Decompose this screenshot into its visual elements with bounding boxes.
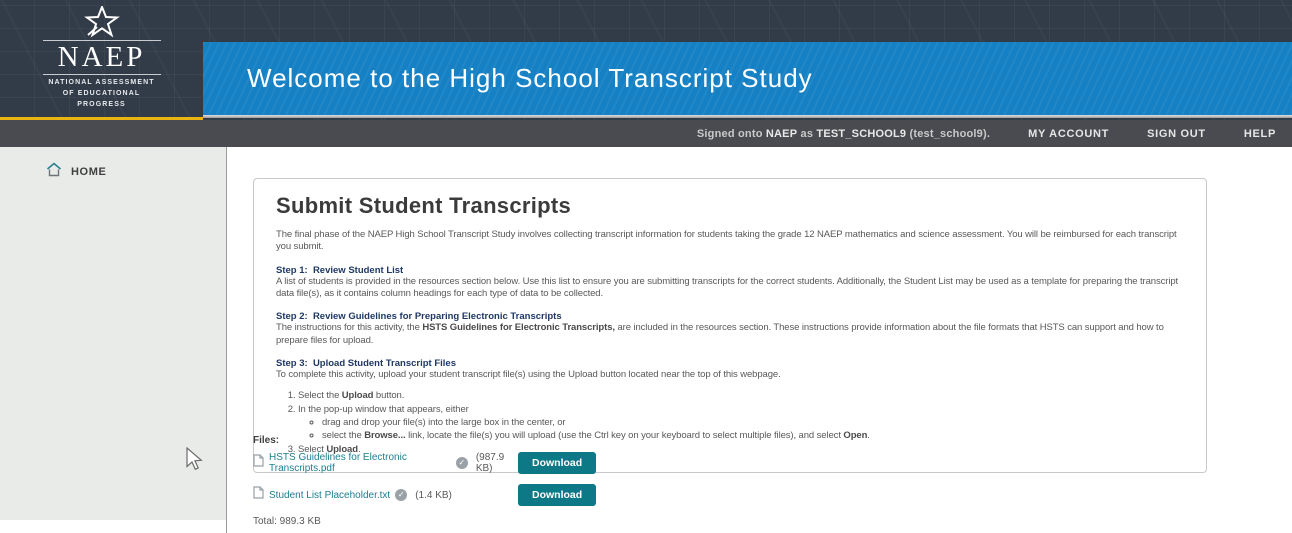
list-item: 2. In the pop-up window that appears, either ◦ drag and drop your file(s) into the large box in the center, or ◦ select the Browse... link, locate the file(s) you will upload (use the Ctrl key on your keyboard to select multiple files), and select Open. xyxy=(298,404,1184,443)
document-icon xyxy=(253,454,264,472)
list-item: 1. Select the Upload button. xyxy=(298,390,1184,403)
step2-body: The instructions for this activity, the HSTS Guidelines for Electronic Transcripts, are included in the resources section. These instructions provide information about the file formats that HSTS can support and how to prepare files for upload. xyxy=(276,322,1164,346)
files-section xyxy=(253,435,1207,527)
banner-underline xyxy=(203,115,1292,118)
files-total: Total: 989.3 KB xyxy=(253,516,321,527)
logo-subtitle-line: OF EDUCATIONAL xyxy=(62,90,141,98)
naep-logo xyxy=(0,0,203,120)
main-content xyxy=(227,147,1292,533)
sign-out-link[interactable]: SIGN OUT xyxy=(1147,127,1206,140)
naep-logo-text: NAEP xyxy=(57,41,146,73)
logo-subtitle-line: NATIONAL ASSESSMENT xyxy=(48,79,155,87)
logo-subtitle-line: PROGRESS xyxy=(77,101,126,109)
page-banner xyxy=(203,42,1292,115)
star-icon xyxy=(0,6,203,38)
banner-title: Welcome to the High School Transcript Study xyxy=(247,63,813,93)
step3-heading: Step 3: Upload Student Transcript Files xyxy=(276,358,456,370)
sidebar xyxy=(0,147,226,520)
file-row xyxy=(253,452,1207,474)
document-icon xyxy=(253,486,264,504)
step2-heading: Step 2: Review Guidelines for Preparing Electronic Transcripts xyxy=(276,311,562,323)
files-label: Files: xyxy=(253,435,280,446)
account-bar xyxy=(0,120,1292,147)
download-button[interactable]: Download xyxy=(518,484,596,506)
page-body xyxy=(0,147,1292,533)
logo-divider xyxy=(43,74,161,75)
list-item: ◦ drag and drop your file(s) into the large box in the center, or xyxy=(322,417,1184,430)
step1-body: A list of students is provided in the resources section below. Use this list to ensure you are submitting transcripts for the correct students. Additionally, the Student List may be used as a template for preparing the transcript data file(s), as it contains column headings for each type of data to be collected. xyxy=(276,275,1179,300)
check-circle-icon: ✓ xyxy=(456,457,468,469)
list-item: 3. Select Upload. xyxy=(298,444,1184,457)
file-link[interactable]: HSTS Guidelines for Electronic Transcripts.pdf xyxy=(269,452,407,474)
help-link[interactable]: HELP xyxy=(1243,127,1276,140)
home-icon xyxy=(46,162,62,182)
file-size: (987.9 KB) xyxy=(475,452,505,474)
file-row xyxy=(253,484,1207,506)
sidebar-item-label: HOME xyxy=(71,166,107,178)
page-title: Submit Student Transcripts xyxy=(276,193,572,218)
list-item: ◦ select the Browse... link, locate the file(s) you will upload (use the Ctrl key on your keyboard to select multiple files), and select Open. xyxy=(322,430,1184,443)
site-header xyxy=(0,0,1292,120)
sidebar-item-home[interactable] xyxy=(0,147,226,182)
file-link[interactable]: Student List Placeholder.txt xyxy=(269,489,391,501)
check-circle-icon: ✓ xyxy=(395,489,407,501)
download-button[interactable]: Download xyxy=(518,452,596,474)
step3-body: To complete this activity, upload your student transcript file(s) using the Upload button located near the top of this webpage. xyxy=(276,369,781,381)
signed-in-status: Signed onto NAEP as TEST_SCHOOL9 (test_school9). xyxy=(696,127,991,140)
intro-paragraph: The final phase of the NAEP High School Transcript Study involves collecting transcript information for students taking the grade 12 NAEP mathematics and science assessment. You will be reimbursed for each transcript you submit. xyxy=(276,229,1177,253)
step1-heading: Step 1: Review Student List xyxy=(276,264,404,276)
file-size: (1.4 KB) xyxy=(415,489,452,501)
naep-logo-subtitle xyxy=(0,78,203,111)
submit-transcripts-panel xyxy=(253,178,1207,473)
my-account-link[interactable]: MY ACCOUNT xyxy=(1028,127,1110,140)
